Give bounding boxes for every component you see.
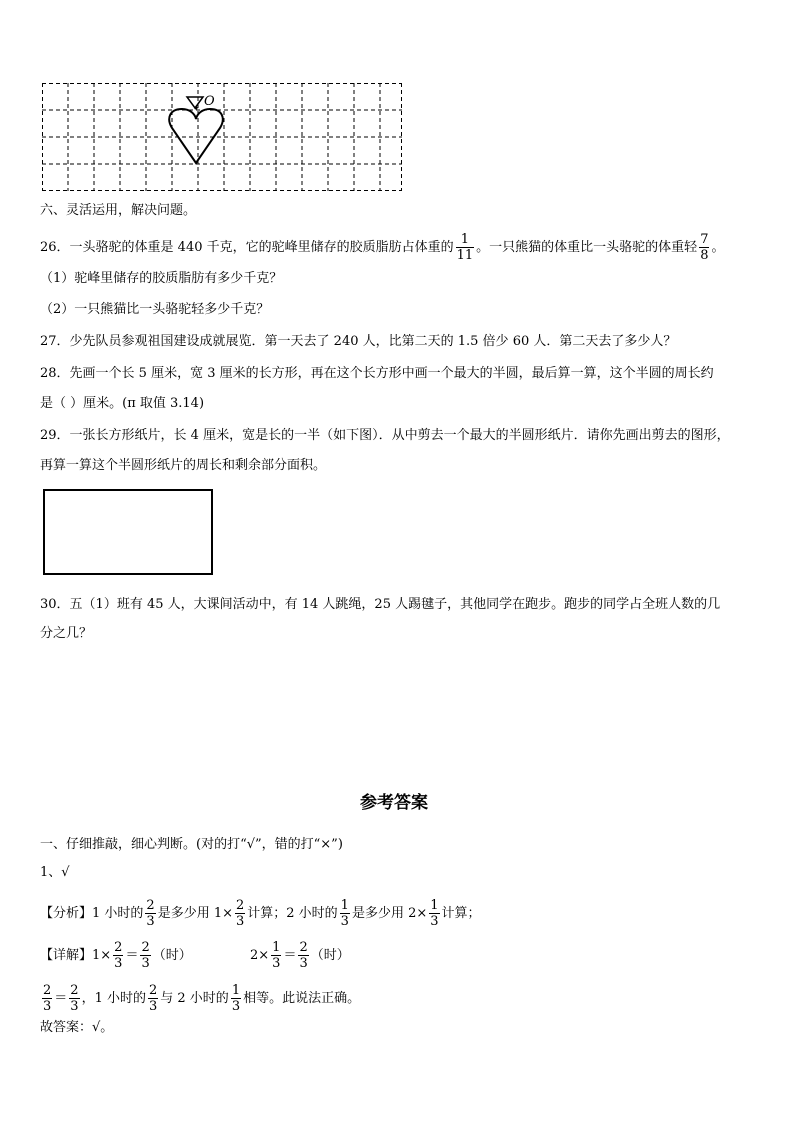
- conclusion-line: $\frac{2}{3}$ ＝ $\frac{2}{3}$ ，1 小时的 $\frac{2}{3}$ 与 2 小时的 $\frac{1}{3}$ 相等。此说法正确。: [43, 983, 361, 1014]
- grid-figure: [42, 83, 402, 191]
- q27-text: 27．少先队员参观祖国建设成就展览．第一天去了 240 人，比第二天的 1.5 倍少 60 人．第二天去了多少人？: [40, 334, 677, 349]
- answers-item1: 1、√: [40, 865, 70, 880]
- rectangle-paper-figure: [43, 489, 213, 575]
- rotation-point: [195, 107, 198, 110]
- q26-sub2: （2）一只熊猫比一头骆驼轻多少千克？: [40, 302, 270, 317]
- q29-line1: 29．一张长方形纸片，长 4 厘米，宽是长的一半（如下图）．从中剪去一个最大的半圆形纸片．请你先画出剪去的图形，: [40, 428, 730, 443]
- q26-sub1: （1）驼峰里储存的胶质脂肪有多少千克？: [40, 271, 283, 286]
- detail-line-2: 2× $\frac{1}{3}$ ＝ $\frac{2}{3}$ （时）: [250, 940, 350, 971]
- q28-line1: 28．先画一个长 5 厘米，宽 3 厘米的长方形，再在这个长方形中画一个最大的半圆，最后算一算，这个半圆的周长约: [40, 366, 714, 381]
- triangle-marker: [187, 97, 203, 108]
- detail-line: 【详解】1× $\frac{2}{3}$ ＝ $\frac{2}{3}$ （时）: [40, 940, 192, 971]
- point-label: O: [204, 94, 215, 109]
- heart-shape: [169, 109, 223, 163]
- final-answer: 故答案：√。: [40, 1020, 114, 1035]
- q29-line2: 再算一算这个半圆形纸片的周长和剩余部分面积。: [40, 458, 327, 473]
- q28-line2: 是（ ）厘米。(π 取值 3.14): [40, 396, 205, 411]
- analysis-line: 【分析】1 小时的 $\frac{2}{3}$ 是多少用 1× $\frac{2}{3}$ 计算；2 小时的 $\frac{1}{3}$ 是多少用 2× $\frac{1}{3}$ 计算；: [40, 898, 481, 929]
- section6-heading: 六、灵活运用，解决问题。: [40, 203, 197, 218]
- answers-title: 参考答案: [360, 793, 428, 813]
- q26-text: 26．一头骆驼的体重是 440 千克，它的驼峰里储存的胶质脂肪占体重的 $\frac{1}{11}$ 。一只熊猫的体重比一头骆驼的体重轻 $\frac{7}{8}$ 。: [40, 232, 725, 263]
- answers-section1: 一、仔细推敲，细心判断。(对的打“√”，错的打“×”): [40, 837, 343, 852]
- q30-line1: 30．五（1）班有 45 人，大课间活动中，有 14 人跳绳，25 人踢毽子，其他同学在跑步。跑步的同学占全班人数的几: [40, 597, 721, 612]
- q30-line2: 分之几？: [40, 626, 93, 641]
